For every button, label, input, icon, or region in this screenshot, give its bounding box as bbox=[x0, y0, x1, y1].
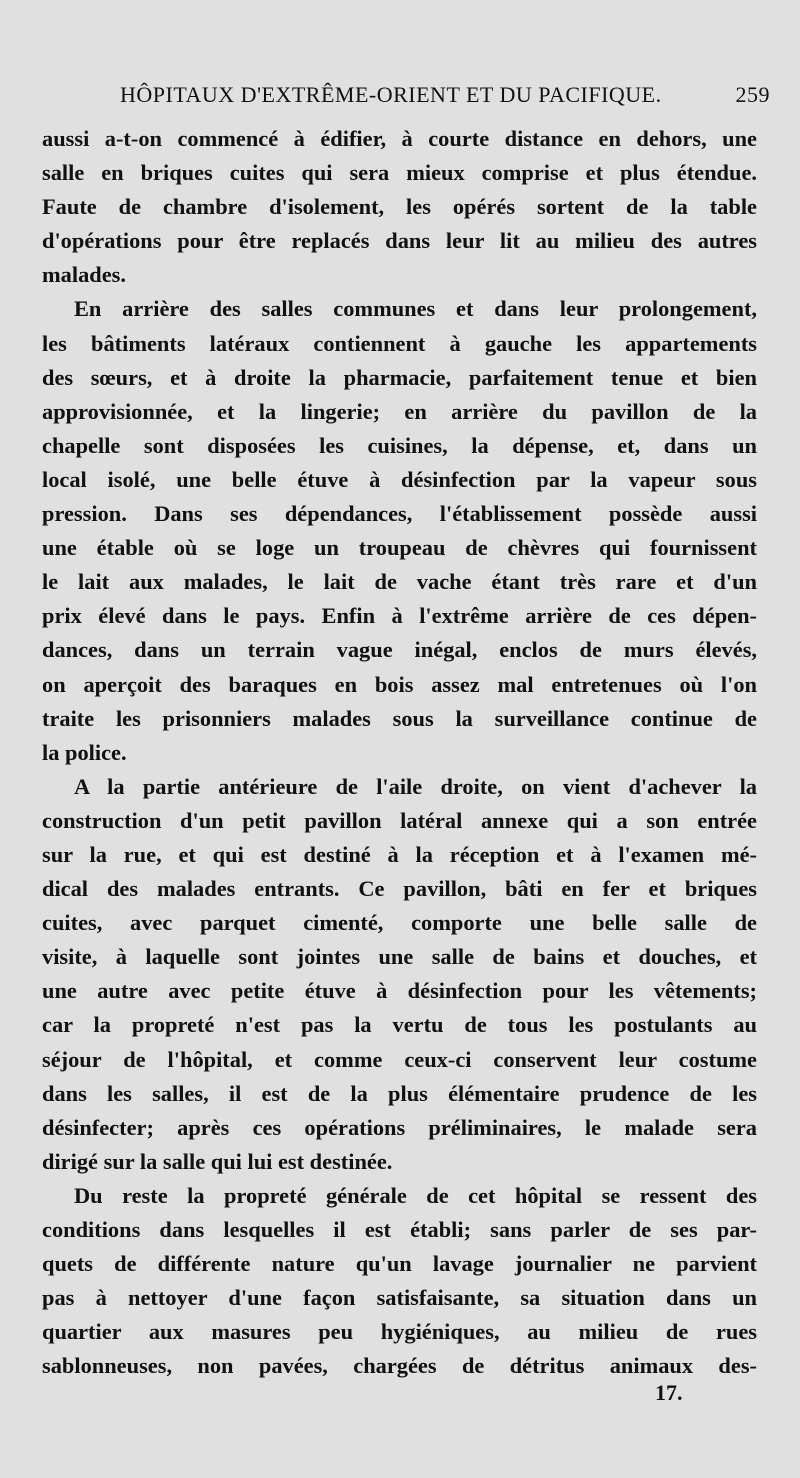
text-line: les bâtiments latéraux contiennent à gauche les appartements bbox=[42, 330, 757, 356]
body-text bbox=[42, 122, 757, 1383]
page-number: 259 bbox=[735, 82, 770, 107]
text-line: dans les salles, il est de la plus élémentaire prudence de les bbox=[42, 1080, 757, 1106]
text-line: Du reste la propreté générale de cet hôpital se ressent des bbox=[74, 1182, 757, 1208]
text-line: une autre avec petite étuve à désinfection pour les vêtements; bbox=[42, 978, 757, 1004]
text-line: pas à nettoyer d'une façon satisfaisante, sa situation dans un bbox=[42, 1285, 757, 1311]
text-line: visite, à laquelle sont jointes une salle de bains et douches, et bbox=[42, 944, 757, 970]
text-line: conditions dans lesquelles il est établi; sans parler de ses par- bbox=[42, 1217, 757, 1242]
text-line: car la propreté n'est pas la vertu de tous les postulants au bbox=[42, 1012, 757, 1038]
signature-mark: 17. bbox=[655, 1380, 683, 1405]
text-line: la police. bbox=[42, 739, 127, 765]
text-line: cuites, avec parquet cimenté, comporte une belle salle de bbox=[42, 910, 757, 936]
text-line: dances, dans un terrain vague inégal, enclos de murs élevés, bbox=[42, 637, 757, 663]
running-head bbox=[120, 82, 770, 108]
text-line: approvisionnée, et la lingerie; en arrière du pavillon de la bbox=[42, 398, 757, 424]
text-line: malades. bbox=[42, 262, 126, 288]
text-line: construction d'un petit pavillon latéral annexe qui a son entrée bbox=[42, 807, 757, 833]
text-line: quartier aux masures peu hygiéniques, au milieu de rues bbox=[42, 1319, 757, 1345]
text-line: dical des malades entrants. Ce pavillon, bâti en fer et briques bbox=[42, 876, 757, 902]
text-line: sur la rue, et qui est destiné à la réception et à l'examen mé- bbox=[42, 841, 757, 867]
text-line: séjour de l'hôpital, et comme ceux-ci conservent leur costume bbox=[42, 1046, 757, 1072]
text-line: sablonneuses, non pavées, chargées de détritus animaux des- bbox=[42, 1353, 757, 1379]
text-line: des sœurs, et à droite la pharmacie, parfaitement tenue et bien bbox=[42, 364, 757, 390]
text-line: prix élevé dans le pays. Enfin à l'extrême arrière de ces dépen- bbox=[42, 603, 757, 629]
text-line: d'opérations pour être replacés dans leur lit au milieu des autres bbox=[42, 228, 757, 254]
text-line: traite les prisonniers malades sous la surveillance continue de bbox=[42, 705, 757, 731]
text-line: salle en briques cuites qui sera mieux comprise et plus étendue. bbox=[42, 160, 757, 186]
text-line: pression. Dans ses dépendances, l'établissement possède aussi bbox=[42, 501, 757, 527]
text-line: on aperçoit des baraques en bois assez mal entretenues où l'on bbox=[42, 671, 757, 697]
text-line: dirigé sur la salle qui lui est destinée. bbox=[42, 1148, 393, 1174]
text-line: local isolé, une belle étuve à désinfection par la vapeur sous bbox=[42, 466, 757, 492]
text-line: le lait aux malades, le lait de vache étant très rare et d'un bbox=[42, 569, 757, 595]
text-line: A la partie antérieure de l'aile droite, on vient d'achever la bbox=[74, 773, 757, 799]
text-line: une étable où se loge un troupeau de chèvres qui fournissent bbox=[42, 535, 757, 561]
running-title: HÔPITAUX D'EXTRÊME-ORIENT ET DU PACIFIQUE. bbox=[120, 82, 662, 107]
text-line: chapelle sont disposées les cuisines, la dépense, et, dans un bbox=[42, 432, 757, 458]
text-line: aussi a-t-on commencé à édifier, à courte distance en dehors, une bbox=[42, 126, 757, 151]
text-line: En arrière des salles communes et dans leur prolongement, bbox=[74, 296, 757, 322]
text-line: quets de différente nature qu'un lavage journalier ne parvient bbox=[42, 1251, 757, 1277]
text-line: désinfecter; après ces opérations préliminaires, le malade sera bbox=[42, 1114, 757, 1140]
text-line: Faute de chambre d'isolement, les opérés sortent de la table bbox=[42, 194, 757, 220]
